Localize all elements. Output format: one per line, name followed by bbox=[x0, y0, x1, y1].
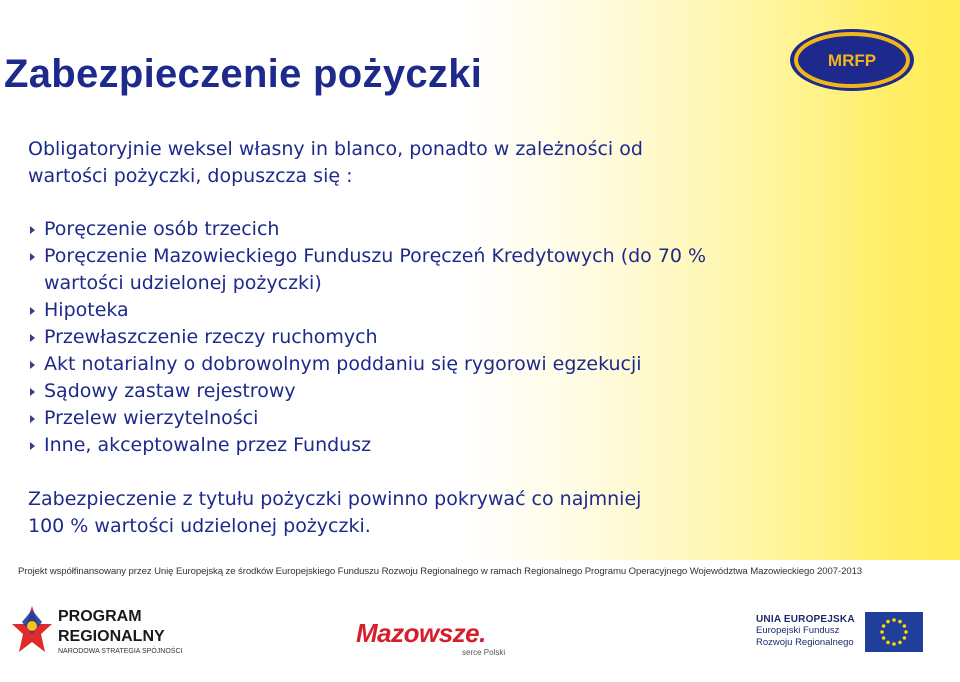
list-item bbox=[30, 216, 790, 243]
list-item-text: Inne, akceptowalne przez Fundusz bbox=[44, 434, 372, 456]
list-item-text: Poręczenie osób trzecich bbox=[44, 218, 280, 240]
program-regionalny-subtitle: NARODOWA STRATEGIA SPÓJNOŚCI bbox=[58, 648, 183, 655]
bullet-arrow-icon bbox=[30, 307, 35, 315]
bullet-arrow-icon bbox=[30, 253, 35, 261]
bullet-arrow-icon bbox=[30, 388, 35, 396]
bullet-arrow-icon bbox=[30, 361, 35, 369]
project-cofinancing-note: Projekt współfinansowany przez Unię Europejską ze środków Europejskiego Funduszu Rozwoju Regionalnego w ramach Regionalnego Programu Operacyjnego Województwa Mazowieckiego 2007-2013 bbox=[18, 566, 863, 577]
bullet-arrow-icon bbox=[30, 415, 35, 423]
conclusion-line: Zabezpieczenie z tytułu pożyczki powinno pokrywać co najmniej bbox=[28, 488, 642, 510]
intro-line: Obligatoryjnie weksel własny in blanco, ponadto w zależności od bbox=[28, 138, 643, 160]
list-item-text: Przelew wierzytelności bbox=[44, 407, 259, 429]
list-item-text: Przewłaszczenie rzeczy ruchomych bbox=[44, 326, 378, 348]
list-item bbox=[30, 324, 790, 351]
mazowsze-tagline: serce Polski bbox=[462, 648, 506, 657]
list-item bbox=[30, 297, 790, 324]
conclusion-line: 100 % wartości udzielonej pożyczki. bbox=[28, 515, 371, 537]
list-item bbox=[30, 432, 790, 459]
mazowsze-logo: Mazowsze. bbox=[356, 618, 486, 648]
list-item-text: Akt notarialny o dobrowolnym poddaniu się rygorowi egzekucji bbox=[44, 353, 642, 375]
mrfp-logo-text: MRFP bbox=[827, 51, 877, 70]
list-item bbox=[30, 351, 790, 378]
bullet-arrow-icon bbox=[30, 226, 35, 234]
conclusion-paragraph bbox=[28, 486, 828, 540]
list-item-text: Poręczenie Mazowieckiego Funduszu Poręczeń Kredytowych (do 70 % wartości udzielonej pożyczki) bbox=[44, 245, 707, 294]
slide-title: Zabezpieczenie pożyczki bbox=[4, 52, 483, 96]
security-list bbox=[30, 216, 790, 459]
list-item-text: Sądowy zastaw rejestrowy bbox=[44, 380, 296, 402]
eu-fund-line: Rozwoju Regionalnego bbox=[756, 637, 854, 648]
intro-paragraph bbox=[28, 136, 788, 190]
list-item-text: Hipoteka bbox=[44, 299, 129, 321]
eu-title: UNIA EUROPEJSKA bbox=[756, 614, 855, 625]
list-item bbox=[30, 378, 790, 405]
list-item bbox=[30, 243, 790, 297]
bullet-arrow-icon bbox=[30, 442, 35, 450]
mrfp-logo bbox=[787, 26, 917, 94]
list-item bbox=[30, 405, 790, 432]
program-regionalny-line2: REGIONALNY bbox=[58, 628, 165, 645]
eu-flag-icon bbox=[865, 612, 923, 652]
bullet-arrow-icon bbox=[30, 334, 35, 342]
eu-fund-line: Europejski Fundusz bbox=[756, 625, 840, 636]
eu-text-block bbox=[756, 614, 866, 649]
program-regionalny-line1: PROGRAM bbox=[58, 608, 142, 625]
intro-line: wartości pożyczki, dopuszcza się : bbox=[28, 165, 353, 187]
